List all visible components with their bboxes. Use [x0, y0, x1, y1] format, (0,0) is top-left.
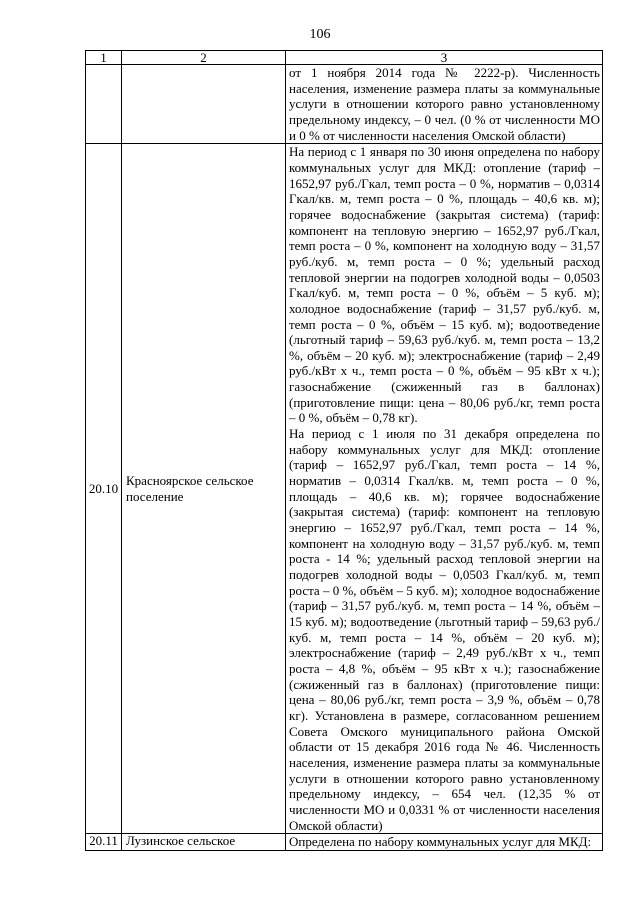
- row-description: На период с 1 января по 30 июня определена по набору коммунальных услуг для МКД: отопление (тариф – 1652,97 руб./Гкал, темп роста – 0 %, норматив – 0,0314 Гкал/кв. м, темп роста – 0 %, площадь – 40,6 кв. м); горячее водоснабжение (закрытая система) (тариф: компонент на тепловую энергию – 1652,97 руб./Гкал, темп роста – 0 %, компонент на холодную воду – 31,57 руб./куб. м, темп роста – 0 %; удельный расход тепловой энергии на подогрев холодной воды – 0,0503 Гкал/куб. м, темп роста – 0 %, объём – 5 куб. м); холодное водоснабжение (тариф – 31,57 руб./куб. м, темп роста – 0 %, объём – 15 куб. м); водоотведение (льготный тариф – 59,63 руб./куб. м, темп роста – 13,2 %, объём – 20 куб. м); электроснабжение (тариф – 2,49 руб./кВт х ч., темп роста – 0 %, объём – 95 кВт х ч.); газоснабжение (сжиженный газ в баллонах) (приготовление пищи: цена – 80,06 руб./кг, темп роста – 0 %, объём – 0,78 кг). На период с 1 июля по 31 декабря определена по набору коммунальных услуг для МКД: отопление (тариф – 1652,97 руб./Гкал, темп роста – 14 %, норматив – 0,0314 Гкал/кв. м, темп роста – 0 %, площадь – 40,6 кв. м); горячее водоснабжение (закрытая система) (тариф: компонент на тепловую энергию – 1652,97 руб./Гкал, темп роста – 14 %, компонент на холодную воду – 31,57 руб./куб. м, темп роста - 14 %; удельный расход тепловой энергии на подогрев холодной воды – 0,0503 Гкал/куб. м, темп роста – 0 %, объём – 5 куб. м); холодное водоснабжение (тариф – 31,57 руб./куб. м, темп роста – 14 %, объём – 15 куб. м); водоотведение (льготный тариф – 59,63 руб./куб. м, темп роста – 14 %, объём – 20 куб. м); электроснабжение (тариф – 2,49 руб./кВт х ч., темп роста – 4,8 %, объём – 95 кВт х ч.); газоснабжение (сжиженный газ в баллонах) (приготовление пищи: цена – 80,06 руб./кг, темп роста – 3,9 %, объём – 0,78 кг). Установлена в размере, согласованном решением Совета Омского муниципального района Омской области от 15 декабря 2016 года № 46. Численность населения, изменение размера платы за коммунальные услуги в отношении которого равно установленному предельному индексу, – 654 чел. (12,35 % от численности МО и 0,0331 % от численности населения Омской области): [289, 144, 600, 833]
- header-col-1: 1: [86, 51, 122, 65]
- municipality-name: [122, 65, 286, 144]
- row-number: [86, 65, 122, 144]
- row-number: 20.10: [86, 144, 122, 834]
- page-number: 106: [309, 27, 331, 42]
- municipality-name: Лузинское сельское: [122, 834, 286, 851]
- row-description: Определена по набору коммунальных услуг для МКД:: [289, 834, 592, 850]
- table-header-row: [86, 51, 603, 65]
- row-description: от 1 ноября 2014 года № 2222-р). Численность населения, изменение размера платы за коммунальные услуги в отношении которого равно установленному предельному индексу, – 0 чел. (0 % от численности МО и 0 % от численности населения Омской области): [289, 65, 600, 143]
- header-col-2: 2: [122, 51, 286, 65]
- municipality-name: Красноярское сельское поселение: [122, 144, 286, 834]
- table-row: [86, 144, 603, 834]
- row-number: 20.11: [86, 834, 122, 851]
- tariff-table: [85, 50, 599, 851]
- header-col-3: 3: [286, 51, 603, 65]
- table-row: [86, 65, 603, 144]
- table-row: [86, 834, 603, 851]
